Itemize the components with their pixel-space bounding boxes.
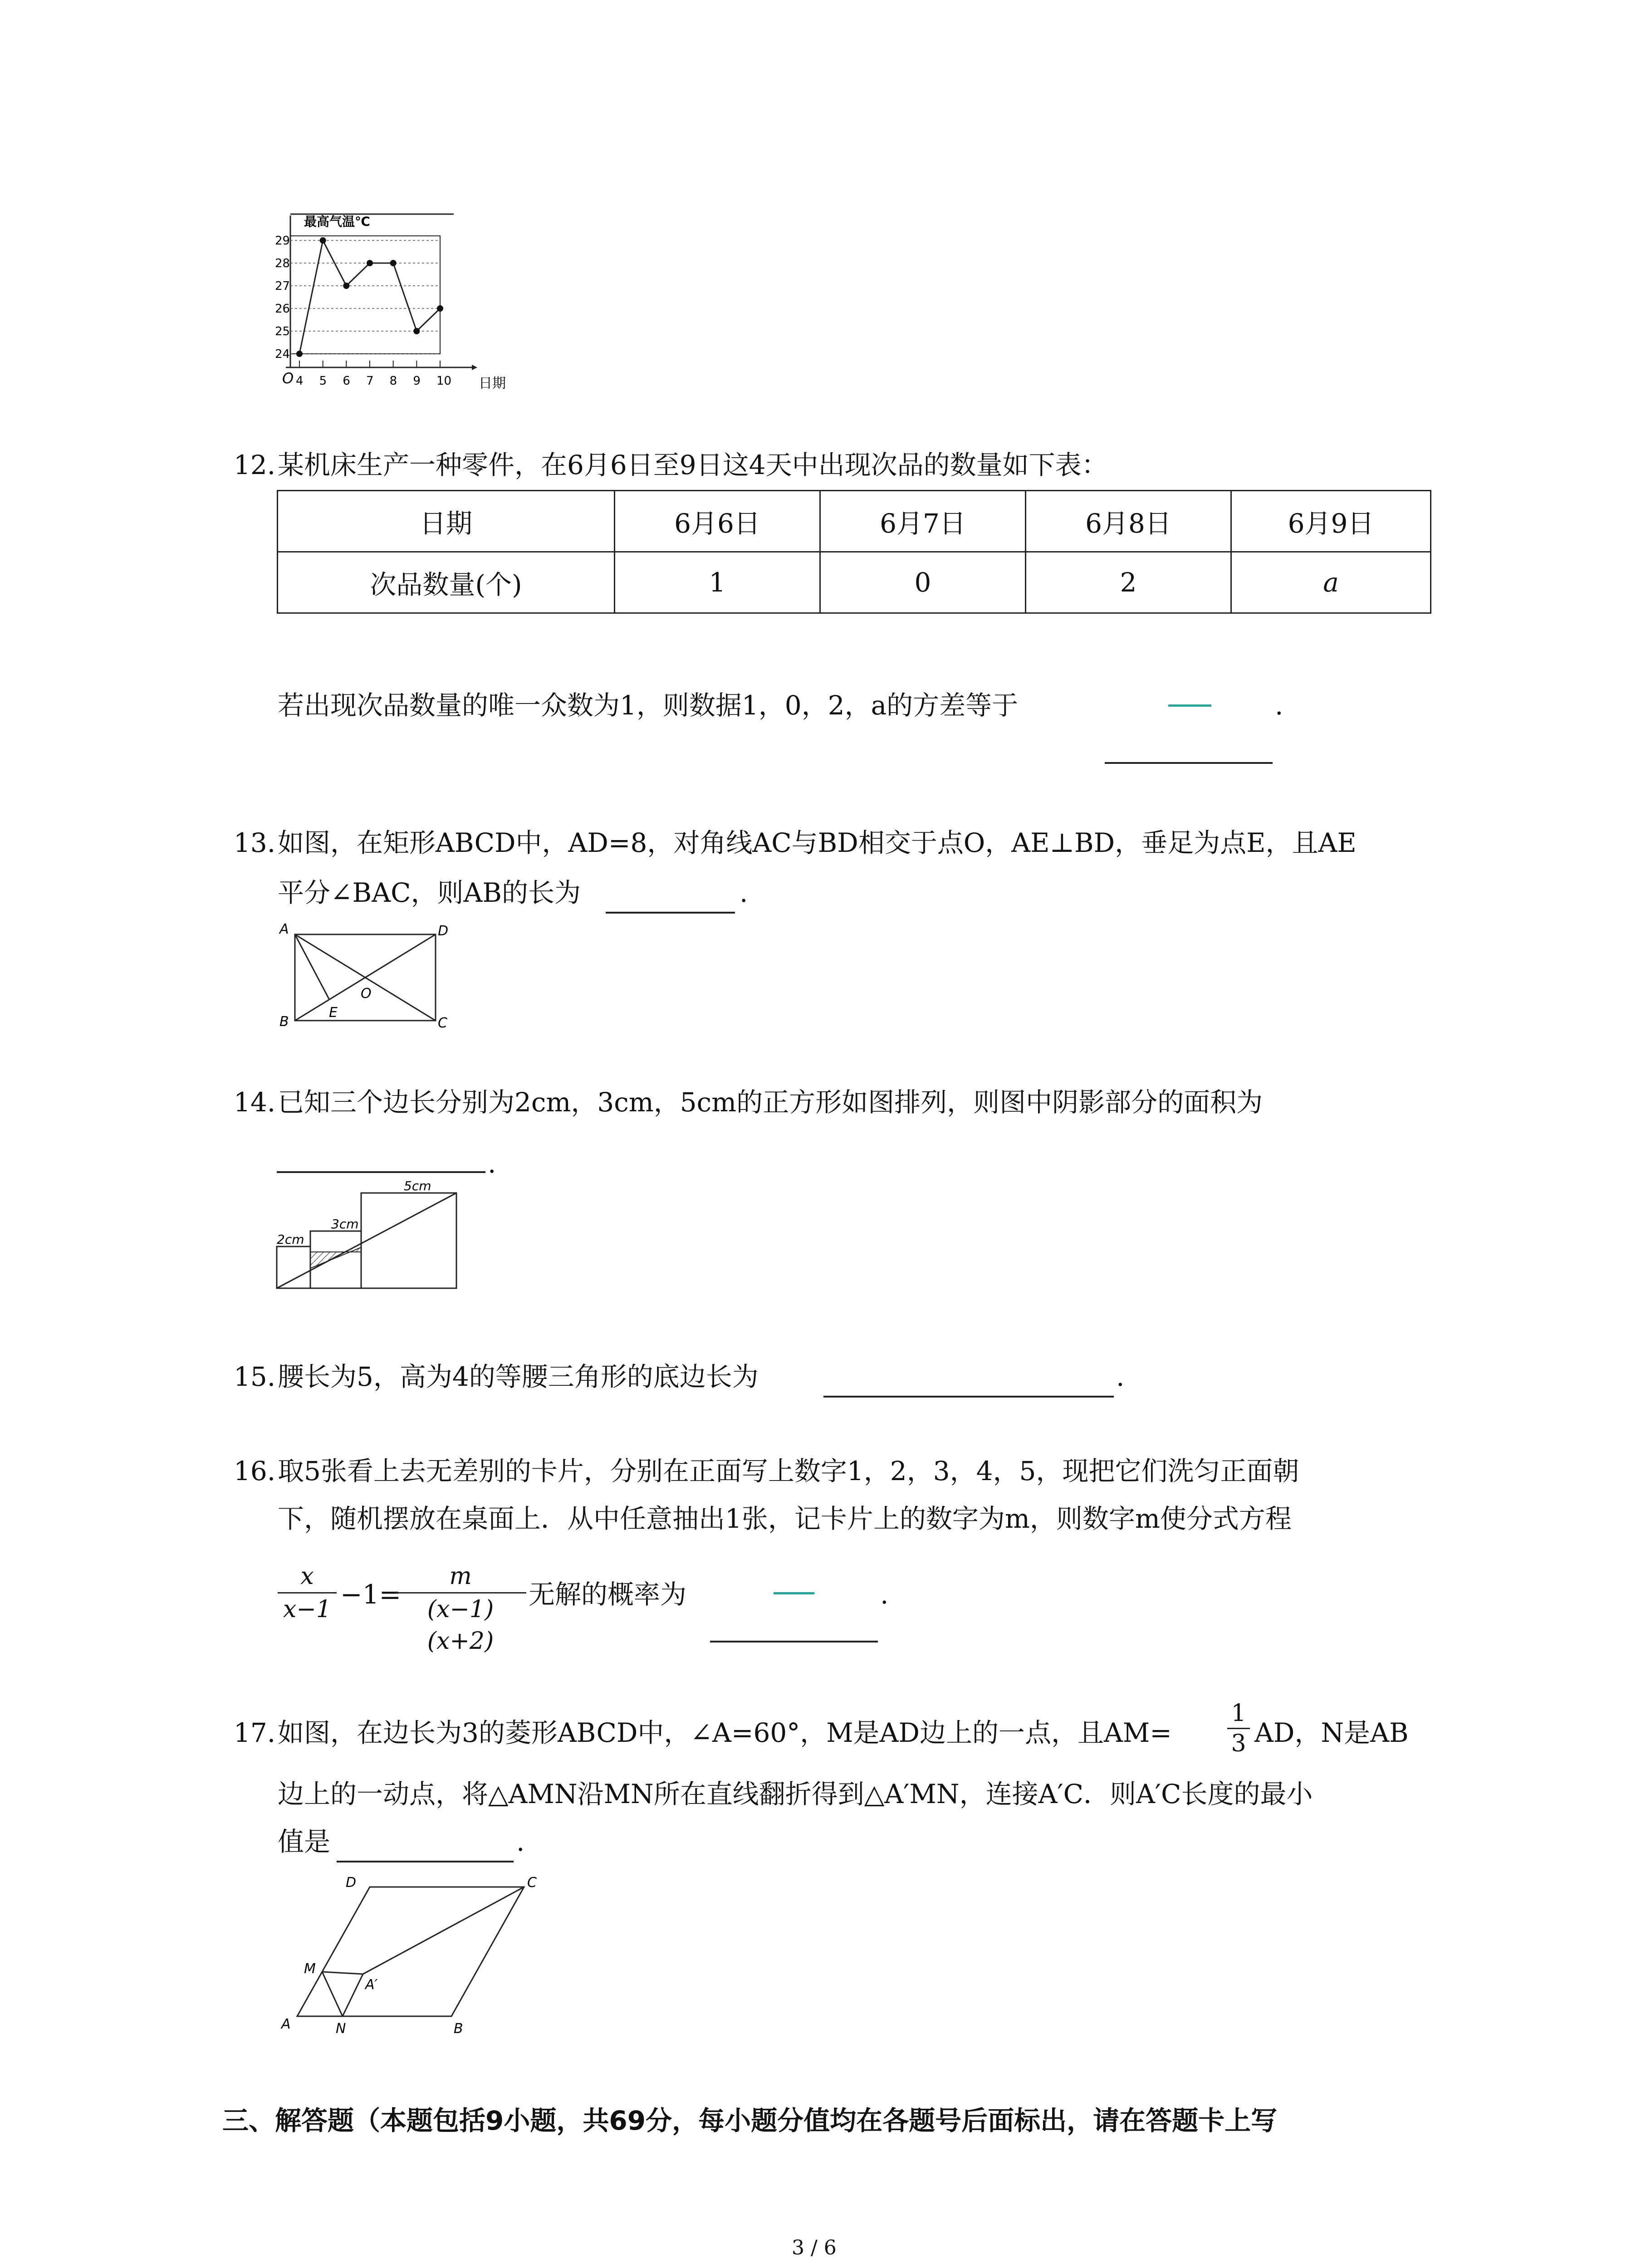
frac-numerator: m [449, 1563, 472, 1590]
label-b: B [454, 2021, 463, 2037]
data-point [413, 328, 420, 334]
y-tick-label: 28 [275, 257, 290, 270]
label-3cm: 3cm [331, 1217, 359, 1232]
q16-tail: 无解的概率为 [529, 1579, 687, 1610]
y-tick-label: 27 [275, 279, 290, 293]
label-2cm: 2cm [277, 1232, 304, 1247]
q15-number: 15. [234, 1361, 276, 1392]
label-c: C [527, 1875, 537, 1891]
rectangle-figure [272, 916, 463, 1030]
table-header-cell: 日期 [278, 491, 615, 552]
table-row [278, 491, 1431, 552]
y-tick-label: 29 [275, 234, 290, 248]
data-point [343, 283, 349, 289]
table-header-cell: 6月7日 [820, 491, 1026, 552]
label-a-prime: A′ [365, 1977, 378, 1993]
q17-fraction [1227, 1699, 1250, 1758]
q17-line1-b: AD，N是AB [1254, 1717, 1409, 1748]
q13-line2: 平分∠BAC，则AB的长为 [278, 877, 581, 908]
rhombus-figure [268, 1860, 558, 2046]
q14-text: 已知三个边长分别为2cm，3cm，5cm的正方形如图排列，则图中阴影部分的面积为 [278, 1087, 1263, 1118]
data-point [390, 260, 397, 266]
label-c: C [438, 1015, 447, 1030]
label-e: E [329, 1005, 338, 1021]
x-tick-label: 9 [413, 374, 421, 388]
frac-denominator: (x−1)(x+2) [395, 1592, 526, 1657]
table-cell: 1 [615, 552, 820, 613]
x-tick-label: 6 [343, 374, 350, 388]
segment-ma2 [322, 1972, 363, 1974]
answer-blank [823, 1396, 1114, 1398]
chart-origin: O [282, 370, 294, 387]
q15-end: . [1116, 1361, 1125, 1392]
label-n: N [336, 2021, 346, 2037]
label-a: A [279, 921, 289, 937]
q16-line2: 下，随机摆放在桌面上．从中任意抽出1张，记卡片上的数字为m，则数字m使分式方程 [278, 1503, 1292, 1534]
answer-blank [710, 1641, 878, 1642]
frac-numerator: x [300, 1563, 314, 1590]
answer-mark [1168, 704, 1211, 707]
segment-mn [322, 1972, 343, 2016]
table-header-cell: 6月8日 [1026, 491, 1231, 552]
label-b: B [279, 1014, 289, 1030]
data-point [437, 305, 443, 312]
data-point [296, 351, 303, 357]
label-m: M [304, 1961, 316, 1977]
q12-text: 某机床生产一种零件，在6月6日至9日这4天中出现次品的数量如下表： [278, 450, 1108, 480]
q17-line2: 边上的一动点，将△AMN沿MN所在直线翻折得到△A′MN，连接A′C．则A′C长度的最小 [278, 1779, 1313, 1809]
x-tick-label: 7 [366, 374, 374, 388]
page-number: 3 / 6 [792, 2236, 837, 2259]
x-tick-label: 8 [389, 374, 397, 388]
q16-fraction-2 [395, 1560, 526, 1657]
table-row [278, 552, 1431, 613]
answer-blank [277, 1171, 485, 1173]
rhombus-abcd [297, 1887, 524, 2016]
squares-figure [272, 1175, 476, 1302]
x-tick-label: 4 [296, 374, 304, 388]
table-header-cell: 6月9日 [1231, 491, 1431, 552]
table-header-cell: 6月6日 [615, 491, 820, 552]
q14-number: 14. [234, 1087, 276, 1118]
table-cell: 2 [1026, 552, 1231, 613]
frac-denominator: 3 [1227, 1728, 1250, 1758]
q16-line1: 取5张看上去无差别的卡片，分别在正面写上数字1，2，3，4，5，现把它们洗匀正面朝 [278, 1456, 1299, 1486]
frac-numerator: 1 [1231, 1700, 1246, 1727]
q12-number: 12. [234, 450, 276, 480]
label-5cm: 5cm [404, 1178, 431, 1193]
q14-end: . [488, 1148, 496, 1179]
q16-end: . [880, 1579, 889, 1610]
q13-number: 13. [234, 827, 276, 858]
q13-line1: 如图，在矩形ABCD中，AD=8，对角线AC与BD相交于点O，AE⊥BD，垂足为点E，且AE [278, 827, 1357, 858]
answer-mark [774, 1592, 814, 1594]
q16-number: 16. [234, 1456, 276, 1486]
temperature-chart [272, 204, 526, 395]
label-d: D [346, 1875, 357, 1891]
q13-end: . [740, 877, 748, 908]
y-tick-label: 26 [275, 302, 290, 316]
series-line [299, 240, 440, 354]
table-cell: 0 [820, 552, 1026, 613]
q12-question: 若出现次品数量的唯一众数为1，则数据1，0，2，a的方差等于 [278, 690, 1019, 721]
chart-xlabel: 日期 [479, 376, 506, 391]
table-cell: a [1231, 552, 1431, 613]
data-point [320, 237, 326, 244]
q17-end: . [516, 1826, 525, 1857]
q17-number: 17. [234, 1717, 276, 1748]
chart-ylabel: 最高气温℃ [304, 214, 370, 229]
square-2cm [277, 1246, 310, 1288]
x-tick-label: 10 [436, 374, 452, 388]
label-o: O [361, 986, 372, 1002]
x-axis-arrow [472, 365, 477, 370]
q17-line1-a: 如图，在边长为3的菱形ABCD中，∠A=60°，M是AD边上的一点，且AM= [278, 1717, 1172, 1748]
chart-frame [290, 236, 440, 354]
answer-blank [1105, 762, 1273, 764]
label-d: D [438, 923, 449, 939]
answer-blank [606, 912, 735, 914]
table-row-label: 次品数量(个) [278, 552, 615, 613]
shaded-region [310, 1247, 361, 1268]
q15-text: 腰长为5，高为4的等腰三角形的底边长为 [278, 1361, 759, 1392]
label-a: A [281, 2016, 291, 2032]
q17-line3: 值是 [278, 1826, 331, 1857]
q16-fraction-1 [278, 1560, 337, 1625]
q16-minus-one: −1= [340, 1579, 402, 1610]
q12-table [277, 490, 1431, 614]
segment-na2 [343, 1974, 363, 2016]
x-tick-label: 5 [319, 374, 327, 388]
frac-denominator: x−1 [278, 1592, 337, 1625]
section-heading: 三、解答题（本题包括9小题，共69分，每小题分值均在各题号后面标出，请在答题卡上写 [222, 2105, 1278, 2136]
q12-end: . [1275, 690, 1283, 721]
y-tick-label: 24 [275, 347, 290, 361]
y-tick-label: 25 [275, 325, 290, 338]
data-point [367, 260, 373, 266]
chart-plot [275, 215, 477, 388]
square-5cm [361, 1193, 456, 1288]
